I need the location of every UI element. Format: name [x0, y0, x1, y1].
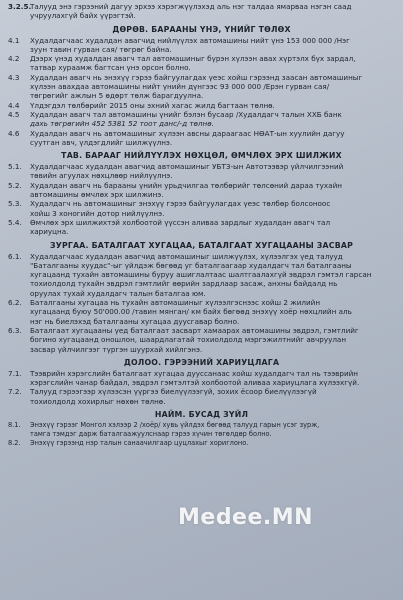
clause-number: 3.2.5.	[8, 2, 32, 11]
clause-text: Худалдан авагч нь энэхүү гэрээ байгуулагдах үеэс хойш гэрээнд заасан автомашиныг	[30, 72, 363, 82]
clause-text: Баталгааны хугацаа нь тухайн автомашиныг хүлээлгэснээс хойш 2 жилийн	[30, 298, 321, 308]
clause-number: 4.2	[8, 54, 20, 64]
clause-text: Энэхүү гэрээг Монгол хэлээр 2 /хоёр/ хувь үйлдэх бөгөөд талууд гарын үсэг зурж,	[30, 420, 320, 429]
clause-text-cont: тохиолдолд хохирлыг нөхөн төлнө.	[30, 396, 166, 406]
section-heading-7: ДОЛОО. ГЭРЭЭНИЙ ХАРИУЦЛАГА	[123, 357, 280, 367]
clause-text: Худалдан авагч нь автомашиныг хүлээн авсны дараагаас НӨАТ-ын хуулийн дагуу	[30, 128, 345, 138]
clause-text: Худалдагчаас худалдан авагчид нийлүүлэх автомашины нийт үнэ 153 000 000 /Нэг	[30, 35, 350, 45]
clause-number: 5.3.	[8, 199, 22, 209]
clause-number: 6.1.	[8, 251, 22, 261]
clause-3-2-5	[8, 2, 395, 11]
clause-number: 4.5	[8, 109, 20, 119]
clause-4-3	[8, 73, 395, 82]
clause-text-cont: төвийн агуулах нөхцлөөр нийлүүлнэ.	[30, 171, 173, 181]
clause-text: Талууд гэрээгээр хүлээсэн үүргээ биелүүлээгүй, зохих ёсоор биелүүлээгүй	[30, 387, 317, 397]
clause-number: 8.1.	[8, 420, 21, 429]
clause-text-cont: хариуцна.	[30, 227, 69, 237]
clause-text-cont: хэрэгслийн чанар байдал, эвдрэл гэмтэлтэй холбоотой аливаа хариуцлага хүлээхгүй.	[30, 378, 360, 388]
clause-text: Худалдагчаас худалдан авагчид автомашиныг шилжүүлэх, хүлээлгэх үед талууд	[30, 251, 343, 261]
clause-4-5	[8, 110, 395, 119]
clause-number: 6.2.	[8, 298, 22, 308]
clause-7-2	[8, 387, 395, 396]
clause-text: Дээрх үнэд худалдан авагч тал автомашиныг бүрэн хүлээн авах хүртэлх бүх зардал,	[30, 54, 356, 64]
clause-text: Худалдан авагч тал автомашины үнийг бэлэн бусаар /Худалдагч талын ХХБ банк	[30, 109, 342, 119]
clause-number: 8.2.	[8, 438, 21, 447]
clause-text-cont: автомашины өмчлөх эрх шилжинэ.	[30, 190, 164, 200]
section-heading-8: НАЙМ. БУСАД ЗҮЙЛ	[154, 409, 249, 419]
site-watermark: Medee.MN	[178, 505, 314, 530]
clause-text-cont: засвар үйлчилгээг түргэн шуурхай хийлгэнэ.	[30, 344, 203, 354]
clause-text: Худалдан авагч нь барааны үнийн урьдчилгаа төлбөрийг төлсөний дараа тухайн	[30, 180, 342, 190]
clause-text-cont: хойш 3 хоногийн дотор нийлүүлнэ.	[30, 208, 165, 218]
clause-8-1	[8, 421, 395, 430]
clause-text-cont: зуун тавин гурван сая/ төгрөг байна.	[30, 44, 172, 54]
clause-number: 7.1.	[8, 368, 22, 378]
clause-5-4	[8, 218, 395, 227]
clause-text-cont: татвар хураамж багтсан үнэ орсон болно.	[30, 63, 191, 73]
clause-text-cont: богино хугацаанд оношлон, шаардлагатай тохиолдолд мэргэжилтнийг авчруулан	[30, 335, 347, 345]
clause-4-4	[8, 101, 395, 110]
clause-number: 4.4	[8, 100, 20, 110]
clause-text-cont: хүлээн авахдаа автомашины нийт үнийн дүнгээс 93 000 000 /Ерэн гурван сая/	[30, 82, 330, 92]
clause-text-cont: суутган авч, үлдэгдлийг шилжүүлнэ.	[30, 137, 173, 147]
clause-number: 5.1.	[8, 162, 22, 172]
clause-4-6	[8, 129, 395, 138]
clause-7-1	[8, 369, 395, 378]
clause-number: 4.1	[8, 35, 20, 45]
clause-number: 7.2.	[8, 387, 22, 397]
clause-text: Талууд энэ гэрээний дагуу эрхээ хэрэгжүүлэхэд аль нэг талдаа ямарваа нэгэн саад	[30, 2, 352, 11]
clause-text-cont: хугацаанд буюу 50'000.00 /тавин мянган/ км байх бөгөөд энэхүү хоёр нөхцлийн аль	[30, 307, 352, 317]
clause-text-cont: дахь төгрөгийн 452 5381 52 тоот данс/-д төлнө.	[30, 119, 214, 129]
clause-text-cont: хугацаанд тухайн автомашины буруу ашиглалтаас шалтгаалахгүй эвдрэл гэмтэл гарсан	[30, 270, 372, 280]
section-heading-5: ТАВ. БАРААГ НИЙЛҮҮЛЭХ НӨХЦӨЛ, ӨМЧЛӨХ ЭРХ ШИЛЖИХ	[61, 151, 342, 161]
clause-6-2	[8, 298, 395, 307]
clause-text-cont: оруулах тухай худалдагч талын баталгаа юм.	[30, 288, 206, 298]
clause-number: 5.2.	[8, 180, 22, 190]
clause-5-1	[8, 162, 395, 171]
clause-text-cont: тохиолдолд тухайн эвдрэл гэмтлийг өөрийн зардлаар засаж, анхны байдалд нь	[30, 279, 338, 289]
clause-text: Худалдагчаас худалдан авагчид автомашиныг УБТЗ-ын Автотээвэр үйлчилгээний	[30, 162, 344, 172]
clause-4-2	[8, 54, 395, 63]
clause-number: 4.6	[8, 128, 20, 138]
clause-5-3	[8, 199, 395, 208]
clause-number: 6.3.	[8, 325, 22, 335]
clause-number: 5.4.	[8, 217, 22, 227]
clause-text: Баталгаат хугацааны үед баталгаат засварт хамаарах автомашины эвдрэл, гэмтлийг	[30, 325, 359, 335]
clause-text-cont: тамга тэмдэг дарж баталгаажуулснаар гэрээ хүчин төгөлдөр болно.	[30, 429, 272, 438]
clause-5-2	[8, 181, 395, 190]
section-heading-6: ЗУРГАА. БАТАЛГААТ ХУГАЦАА, БАТАЛГААТ ХУГАЦААНЫ ЗАСВАР	[50, 240, 353, 250]
clause-6-3	[8, 326, 395, 335]
clause-text: Энэхүү гэрээнд нэр талын санаачилгаар цуцлахыг хориглоно.	[30, 438, 249, 447]
clause-6-1	[8, 252, 395, 261]
clause-4-1	[8, 36, 395, 45]
clause-text: Үлдэгдэл төлбөрийг 2015 оны эхний хагас жилд багтаан төлнө.	[30, 100, 275, 110]
clause-8-2	[8, 439, 395, 448]
clause-text-cont: төгрөгийг ажлын 5 өдөрт төлж барагдуулна.	[30, 91, 204, 101]
clause-text: Худалдагч нь автомашиныг энэхүү гэрээ байгуулагдах үеэс төлбөр болсоноос	[30, 199, 331, 209]
clause-text-cont: учруулахгүй байх үүрэгтэй.	[30, 11, 136, 21]
clause-text-cont: "Баталгааны хуудас"-ыг үйлдэж бөгөөд уг баталгаагаар худалдагч тал баталгааны	[30, 260, 352, 270]
clause-text: Өмчлөх эрх шилжихтэй холбоотой үүссэн аливаа зардлыг худалдан авагч тал	[30, 217, 331, 227]
clause-text: Тээврийн хэрэгслийн баталгаат хугацаа дууссанаас хойш худалдагч тал нь тээврийн	[30, 368, 358, 378]
section-heading-4: ДӨРӨВ. БАРААНЫ ҮНЭ, ҮНИЙГ ТӨЛӨХ	[112, 24, 291, 34]
clause-number: 4.3	[8, 72, 20, 82]
clause-text-cont: нэг нь биелэхэд баталгааны хугацаа дуусгавар болно.	[30, 316, 240, 326]
